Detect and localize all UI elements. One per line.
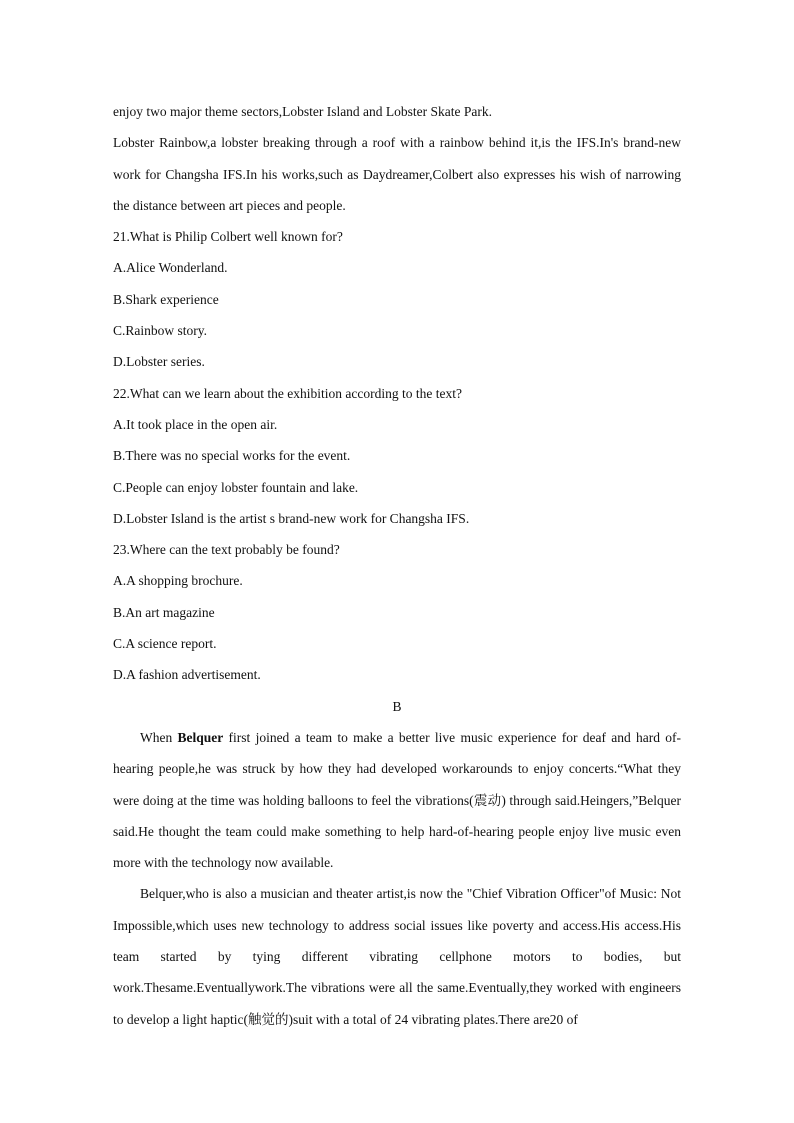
option-c: C.People can enjoy lobster fountain and lake. bbox=[113, 479, 359, 495]
question-stem: 21.What is Philip Colbert well known for? bbox=[113, 229, 343, 245]
option-d: D.Lobster series. bbox=[113, 354, 205, 370]
question-stem: 22.What can we learn about the exhibition according to the text? bbox=[113, 385, 462, 401]
option-d: D.Lobster Island is the artist s brand-new work for Changsha IFS. bbox=[113, 510, 470, 526]
section-heading: B bbox=[392, 698, 402, 714]
option-b: B.Shark experience bbox=[113, 291, 219, 307]
paragraph-text: When bbox=[140, 729, 178, 745]
option-a: A.Alice Wonderland. bbox=[113, 260, 228, 276]
paragraph-text: first joined a team to make a better live music experience for deaf and hard of-hearing people,he was struck by how they had developed workarounds to enjoy concerts.“What they were doing at the time was holding balloons to feel the vibrations(震动) through said.Heingers,”Belquer said.He thought the team could make something to help hard-of-hearing people enjoy live music even more with the technology now available. bbox=[113, 729, 681, 871]
option-c: C.Rainbow story. bbox=[113, 323, 207, 339]
option-a: A.A shopping brochure. bbox=[113, 573, 243, 589]
option-a: A.It took place in the open air. bbox=[113, 416, 278, 432]
option-c: C.A science report. bbox=[113, 636, 217, 652]
passage-a-paragraph: Lobster Rainbow,a lobster breaking through a roof with a rainbow behind it,is the IFS.In's brand-new work for Changsha IFS.In his works,such as Daydreamer,Colbert also expresses his wish of narrowing the distance between art pieces and people. bbox=[113, 135, 681, 213]
option-b: B.There was no special works for the event. bbox=[113, 448, 351, 464]
option-b: B.An art magazine bbox=[113, 604, 215, 620]
question-22 bbox=[113, 378, 681, 534]
person-name: Belquer bbox=[177, 729, 224, 745]
question-21 bbox=[113, 221, 681, 377]
section-b-paragraph-2: Belquer,who is also a musician and theater artist,is now the "Chief Vibration Officer"of Music: Not Impossible,which uses new technology to address social issues like poverty and access.His access.His team started by tying different vibrating cellphone motors to bodies, but work.Thesame.Eventuallywork.The vibrations were all the same.Eventually,they worked with engineers to develop a light haptic(触觉的)suit with a total of 24 vibrating plates.There are20 of bbox=[113, 886, 681, 1027]
section-b-paragraph-1 bbox=[113, 722, 681, 878]
document-page bbox=[113, 96, 681, 1035]
question-23 bbox=[113, 534, 681, 690]
question-stem: 23.Where can the text probably be found? bbox=[113, 542, 340, 558]
passage-a-line: enjoy two major theme sectors,Lobster Island and Lobster Skate Park. bbox=[113, 104, 493, 119]
option-d: D.A fashion advertisement. bbox=[113, 667, 261, 683]
